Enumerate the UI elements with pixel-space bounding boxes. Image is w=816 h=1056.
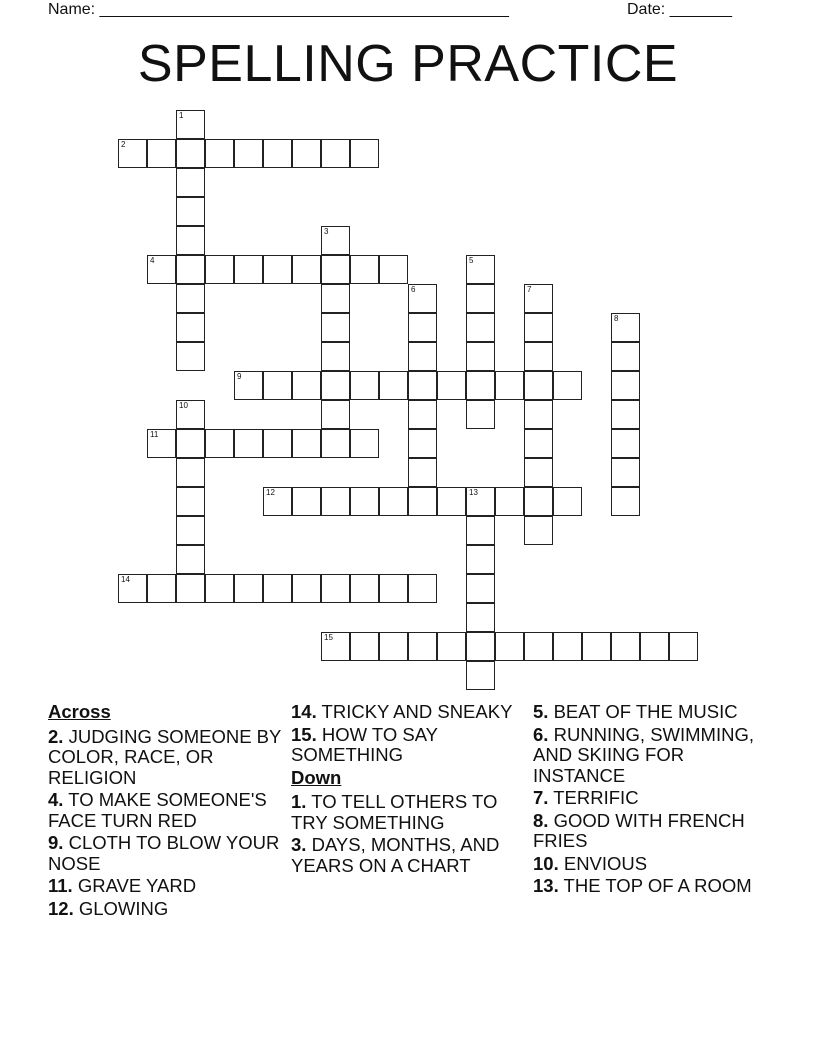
clue-number-label: 12	[266, 488, 275, 497]
grid-cell[interactable]	[176, 342, 205, 371]
clue-number-label: 1	[179, 111, 184, 120]
grid-cell[interactable]	[321, 400, 350, 429]
grid-cell[interactable]	[350, 255, 379, 284]
grid-cell[interactable]	[408, 400, 437, 429]
grid-cell[interactable]	[176, 139, 205, 168]
grid-cell[interactable]	[408, 284, 437, 313]
grid-cell[interactable]	[524, 458, 553, 487]
grid-cell[interactable]	[611, 458, 640, 487]
clue-number-label: 15	[324, 633, 333, 642]
grid-cell[interactable]	[466, 603, 495, 632]
grid-cell[interactable]	[524, 313, 553, 342]
grid-cell[interactable]	[466, 284, 495, 313]
grid-cell[interactable]	[350, 429, 379, 458]
clue-number-label: 6	[411, 285, 416, 294]
grid-cell[interactable]	[408, 429, 437, 458]
clue-number-label: 8	[614, 314, 619, 323]
grid-cell[interactable]	[408, 371, 437, 400]
grid-cell[interactable]	[611, 429, 640, 458]
clue-number-label: 2	[121, 140, 126, 149]
grid-cell[interactable]	[205, 429, 234, 458]
grid-cell[interactable]	[466, 400, 495, 429]
clue-across-9: 9. CLOTH TO BLOW YOUR NOSE	[48, 832, 280, 874]
clue-number-label: 9	[237, 372, 242, 381]
grid-cell[interactable]	[176, 255, 205, 284]
grid-cell[interactable]	[408, 458, 437, 487]
grid-cell[interactable]	[263, 371, 292, 400]
grid-cell[interactable]	[408, 342, 437, 371]
grid-cell[interactable]	[292, 487, 321, 516]
clue-number-label: 14	[121, 575, 130, 584]
grid-cell[interactable]	[292, 371, 321, 400]
grid-cell[interactable]	[437, 371, 466, 400]
grid-cell[interactable]	[640, 632, 669, 661]
grid-cell[interactable]	[350, 574, 379, 603]
clue-down-8: 8. GOOD WITH FRENCH FRIES	[533, 809, 745, 851]
grid-cell[interactable]	[321, 255, 350, 284]
grid-cell[interactable]	[466, 342, 495, 371]
grid-cell[interactable]	[234, 255, 263, 284]
grid-cell[interactable]	[466, 632, 495, 661]
grid-cell[interactable]	[234, 574, 263, 603]
grid-cell[interactable]	[408, 632, 437, 661]
grid-cell[interactable]	[176, 168, 205, 197]
clue-number-label: 3	[324, 227, 329, 236]
grid-cell[interactable]	[408, 574, 437, 603]
grid-cell[interactable]	[176, 458, 205, 487]
grid-cell[interactable]	[292, 255, 321, 284]
grid-cell[interactable]	[379, 574, 408, 603]
grid-cell[interactable]	[263, 429, 292, 458]
grid-cell[interactable]	[263, 487, 292, 516]
grid-cell[interactable]	[379, 632, 408, 661]
grid-cell[interactable]	[553, 632, 582, 661]
grid-cell[interactable]	[350, 632, 379, 661]
clue-across-12: 12. GLOWING	[48, 897, 169, 919]
grid-cell[interactable]	[350, 139, 379, 168]
grid-cell[interactable]	[466, 661, 495, 690]
grid-cell[interactable]	[292, 429, 321, 458]
grid-cell[interactable]	[321, 139, 350, 168]
grid-cell[interactable]	[669, 632, 698, 661]
grid-cell[interactable]	[176, 313, 205, 342]
grid-cell[interactable]	[524, 342, 553, 371]
grid-cell[interactable]	[176, 429, 205, 458]
grid-cell[interactable]	[234, 429, 263, 458]
grid-cell[interactable]	[466, 545, 495, 574]
across-heading: Across	[48, 701, 111, 722]
grid-cell[interactable]	[495, 487, 524, 516]
clue-across-15: 15. HOW TO SAY SOMETHING	[291, 723, 438, 765]
grid-cell[interactable]	[350, 371, 379, 400]
page-title: SPELLING PRACTICE	[137, 35, 679, 93]
grid-cell[interactable]	[176, 574, 205, 603]
grid-cell[interactable]	[524, 284, 553, 313]
grid-cell[interactable]	[176, 197, 205, 226]
grid-cell[interactable]	[611, 487, 640, 516]
grid-cell[interactable]	[234, 139, 263, 168]
grid-cell[interactable]	[176, 516, 205, 545]
grid-cell[interactable]	[408, 313, 437, 342]
grid-cell[interactable]	[205, 139, 234, 168]
clue-down-7: 7. TERRIFIC	[533, 787, 639, 808]
clue-across-11: 11. GRAVE YARD	[48, 875, 197, 896]
grid-cell[interactable]	[379, 487, 408, 516]
grid-cell[interactable]	[263, 574, 292, 603]
grid-cell[interactable]	[321, 632, 350, 661]
grid-cell[interactable]	[524, 516, 553, 545]
grid-cell[interactable]	[321, 487, 350, 516]
grid-cell[interactable]	[321, 574, 350, 603]
grid-cell[interactable]	[611, 400, 640, 429]
down-heading: Down	[291, 766, 342, 788]
grid-cell[interactable]	[379, 255, 408, 284]
clue-column-2	[291, 702, 531, 878]
grid-cell[interactable]	[321, 371, 350, 400]
grid-cell[interactable]	[176, 400, 205, 429]
grid-cell[interactable]	[466, 255, 495, 284]
grid-cell[interactable]	[176, 545, 205, 574]
clue-column-3	[533, 702, 778, 899]
grid-cell[interactable]	[466, 371, 495, 400]
clue-number-label: 13	[469, 488, 478, 497]
grid-cell[interactable]	[176, 284, 205, 313]
grid-cell[interactable]	[176, 487, 205, 516]
clue-column-1	[48, 702, 288, 921]
clue-down-1: 1. TO TELL OTHERS TO TRY SOMETHING	[291, 791, 498, 833]
grid-cell[interactable]	[292, 574, 321, 603]
grid-cell[interactable]	[147, 574, 176, 603]
clue-down-10: 10. ENVIOUS	[533, 852, 648, 874]
clue-number-label: 11	[150, 430, 159, 439]
grid-cell[interactable]	[466, 487, 495, 516]
grid-cell[interactable]	[176, 226, 205, 255]
grid-cell[interactable]	[379, 371, 408, 400]
clue-down-13: 13. THE TOP OF A ROOM	[533, 875, 752, 896]
grid-cell[interactable]	[611, 313, 640, 342]
grid-cell[interactable]	[147, 429, 176, 458]
grid-cell[interactable]	[437, 487, 466, 516]
name-line: Name: ______________________________________________	[48, 1, 509, 18]
grid-cell[interactable]	[321, 284, 350, 313]
grid-cell[interactable]	[611, 632, 640, 661]
grid-cell[interactable]	[524, 632, 553, 661]
clue-number-label: 4	[150, 256, 155, 265]
date-line: Date: _______	[627, 1, 732, 18]
grid-cell[interactable]	[524, 400, 553, 429]
grid-cell[interactable]	[582, 632, 611, 661]
clue-number-label: 10	[179, 401, 188, 410]
grid-cell[interactable]	[611, 371, 640, 400]
grid-cell[interactable]	[553, 371, 582, 400]
clue-across-2: 2. JUDGING SOMEONE BY COLOR, RACE, OR RELIGION	[48, 725, 282, 788]
grid-cell[interactable]	[611, 342, 640, 371]
grid-cell[interactable]	[524, 429, 553, 458]
clue-across-4: 4. TO MAKE SOMEONE'S FACE TURN RED	[48, 789, 267, 831]
grid-cell[interactable]	[205, 574, 234, 603]
grid-cell[interactable]	[263, 255, 292, 284]
grid-cell[interactable]	[408, 487, 437, 516]
grid-cell[interactable]	[321, 342, 350, 371]
grid-cell[interactable]	[263, 139, 292, 168]
grid-cell[interactable]	[147, 255, 176, 284]
grid-cell[interactable]	[495, 371, 524, 400]
grid-cell[interactable]	[524, 487, 553, 516]
grid-cell[interactable]	[524, 371, 553, 400]
grid-cell[interactable]	[147, 139, 176, 168]
grid-cell[interactable]	[176, 110, 205, 139]
grid-cell[interactable]	[466, 516, 495, 545]
grid-cell[interactable]	[234, 371, 263, 400]
grid-cell[interactable]	[118, 574, 147, 603]
grid-cell[interactable]	[350, 487, 379, 516]
grid-cell[interactable]	[205, 255, 234, 284]
grid-cell[interactable]	[321, 226, 350, 255]
grid-cell[interactable]	[553, 487, 582, 516]
clue-down-5: 5. BEAT OF THE MUSIC	[533, 701, 738, 722]
grid-cell[interactable]	[321, 429, 350, 458]
grid-cell[interactable]	[466, 574, 495, 603]
clue-across-14: 14. TRICKY AND SNEAKY	[291, 701, 513, 722]
grid-cell[interactable]	[437, 632, 466, 661]
grid-cell[interactable]	[466, 313, 495, 342]
grid-cell[interactable]	[321, 313, 350, 342]
clue-number-label: 5	[469, 256, 474, 265]
clue-down-6: 6. RUNNING, SWIMMING, AND SKIING FOR INSTANCE	[533, 723, 754, 786]
grid-cell[interactable]	[292, 139, 321, 168]
clue-down-3: 3. DAYS, MONTHS, AND YEARS ON A CHART	[291, 834, 500, 876]
grid-cell[interactable]	[495, 632, 524, 661]
grid-cell[interactable]	[118, 139, 147, 168]
clue-number-label: 7	[527, 285, 532, 294]
